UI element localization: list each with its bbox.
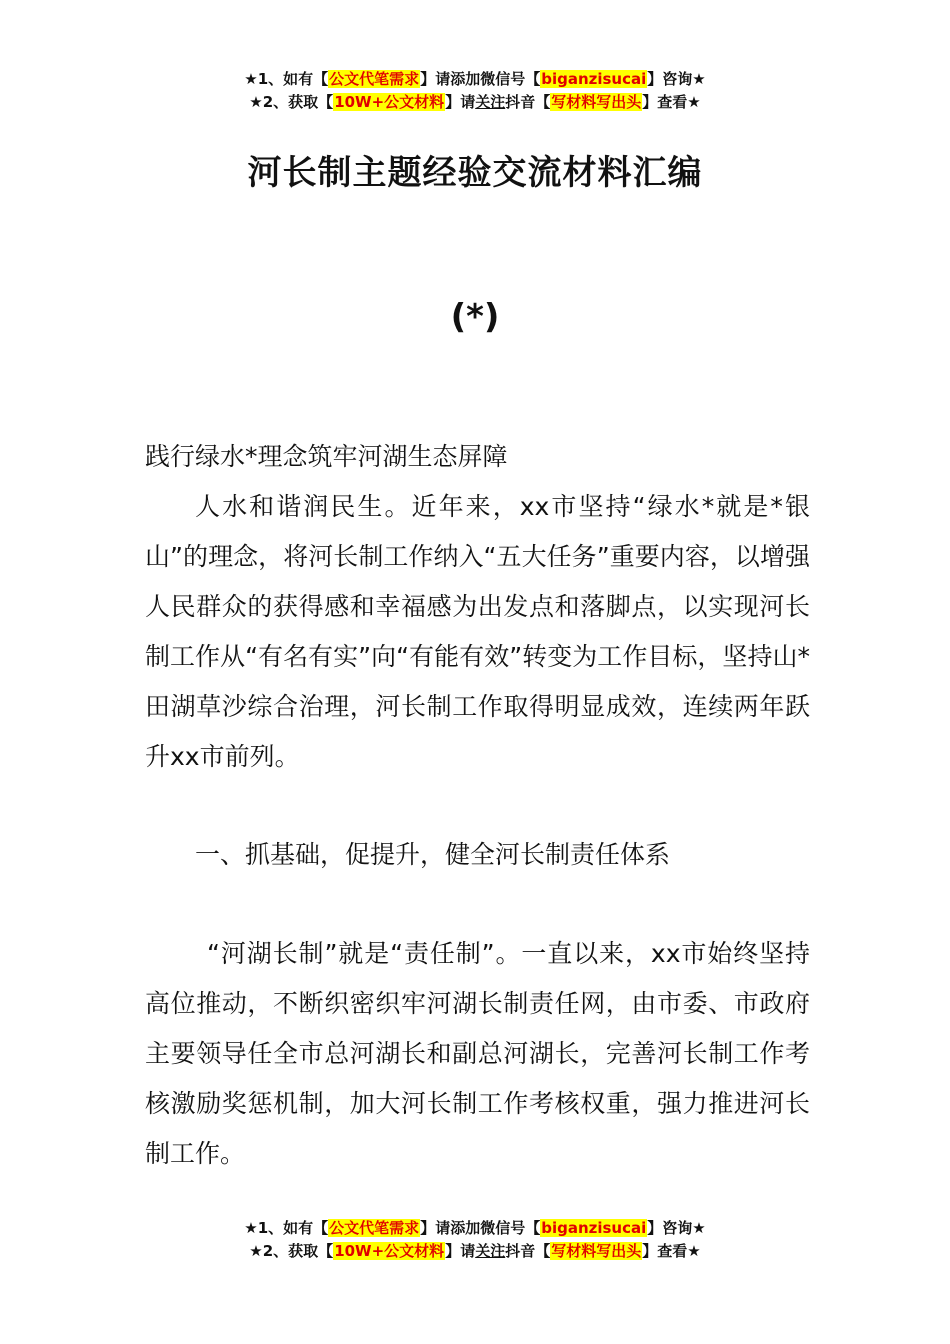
banner-highlight-service: 公文代笔需求 [329,70,420,88]
footer-banner [0,1217,950,1263]
footer-line-1-suffix: 】咨询★ [647,1219,706,1237]
paragraph-responsibility: “河湖长制”就是“责任制”。一直以来，xx市始终坚持高位推动，不断织密织牢河湖长制责任网，由市委、市政府主要领导任全市总河湖长和副总河湖长，完善河长制工作考核激励奖惩机制，加大河长制工作考核权重，强力推进河长制工作。 [145,939,810,1168]
document-title: 河长制主题经验交流材料汇编 [247,153,703,193]
footer-highlight-service: 公文代笔需求 [329,1219,420,1237]
footer-highlight-douyin-account: 写材料写出头 [551,1242,642,1260]
footer-line-1-prefix: ★1、如有【 [244,1219,329,1237]
banner-line-2-middle-after: 抖音【 [505,93,551,111]
footer-line-2-prefix: ★2、获取【 [249,1242,334,1260]
footer-banner-line-1 [0,1217,950,1240]
banner-highlight-douyin-account: 写材料写出头 [551,93,642,111]
footer-banner-line-2 [0,1240,950,1263]
banner-line-1-prefix: ★1、如有【 [244,70,329,88]
banner-line-1-middle: 】请添加微信号【 [420,70,541,88]
footer-highlight-wechat-id: biganzisucai [541,1219,647,1237]
footer-line-2-middle-after: 抖音【 [505,1242,551,1260]
section-heading: 践行绿水*理念筑牢河湖生态屏障 [145,442,508,471]
banner-highlight-materials: 10W+公文材料 [334,93,445,111]
document-subtitle: (*) [450,297,500,337]
footer-highlight-materials: 10W+公文材料 [334,1242,445,1260]
footer-line-2-suffix: 】查看★ [642,1242,701,1260]
heading-part-one: 一、抓基础，促提升，健全河长制责任体系 [195,840,671,869]
banner-line-1 [0,68,950,91]
banner-line-2-middle-before: 】请 [445,93,476,111]
paragraph-intro: 人水和谐润民生。近年来，xx市坚持“绿水*就是*银山”的理念，将河长制工作纳入“五大任务”重要内容，以增强人民群众的获得感和幸福感为出发点和落脚点，以实现河长制工作从“有名有实”向“有能有效”转变为工作目标，坚持山*田湖草沙综合治理，河长制工作取得明显成效，连续两年跃升xx市前列。 [145,492,810,771]
banner-highlight-wechat-id: biganzisucai [541,70,647,88]
banner-underlined-follow: 关注 [475,93,506,111]
banner-line-2-prefix: ★2、获取【 [249,93,334,111]
footer-line-2-middle-before: 】请 [445,1242,476,1260]
footer-line-1-middle: 】请添加微信号【 [420,1219,541,1237]
banner-line-2-suffix: 】查看★ [642,93,701,111]
header-banner [0,68,950,114]
footer-underlined-follow: 关注 [475,1242,506,1260]
banner-line-1-suffix: 】咨询★ [647,70,706,88]
banner-line-2 [0,91,950,114]
